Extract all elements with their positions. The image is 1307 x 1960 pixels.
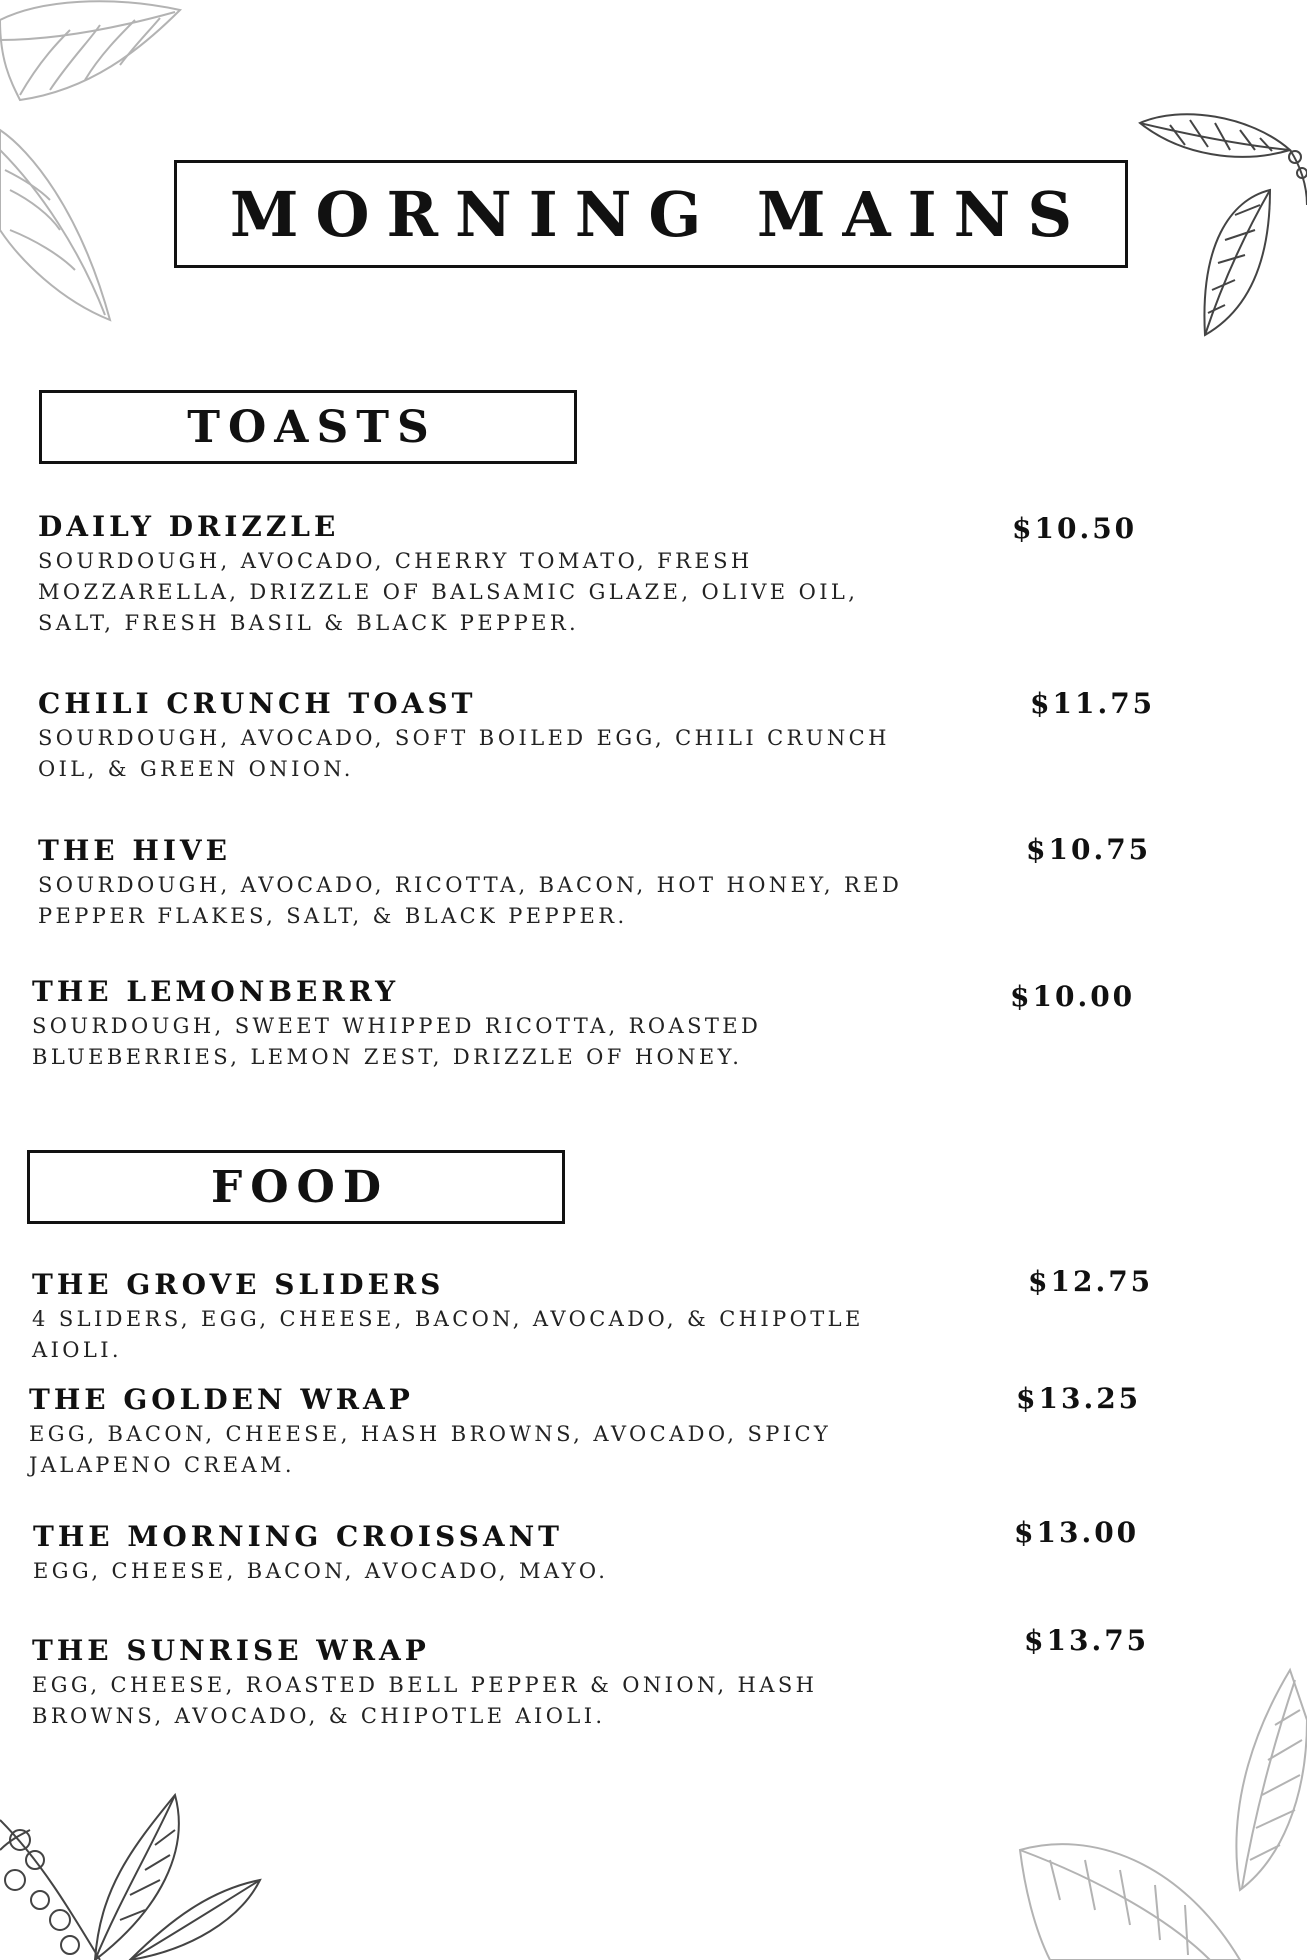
coffee-branch-icon (1130, 105, 1307, 350)
item-description: 4 SLIDERS, EGG, CHEESE, BACON, AVOCADO, & CHIPOTLE AIOLI. (32, 1307, 864, 1362)
section-header-food (27, 1150, 565, 1224)
item-name: THE SUNRISE WRAP (32, 1634, 430, 1667)
item-price: $10.50 (1012, 512, 1138, 545)
item-name: THE GROVE SLIDERS (32, 1268, 445, 1301)
section-header-toasts (39, 390, 577, 464)
page-title: MORNING MAINS (229, 177, 1090, 251)
menu-item (38, 687, 918, 785)
menu-item (32, 1634, 912, 1732)
menu-item (33, 1520, 913, 1587)
item-description: SOURDOUGH, SWEET WHIPPED RICOTTA, ROASTED BLUEBERRIES, LEMON ZEST, DRIZZLE OF HONEY. (32, 1014, 762, 1069)
section-title: FOOD (210, 1161, 390, 1213)
item-description: EGG, CHEESE, ROASTED BELL PEPPER & ONION, HASH BROWNS, AVOCADO, & CHIPOTLE AIOLI. (32, 1673, 818, 1728)
item-price: $10.00 (1010, 980, 1136, 1013)
menu-item (32, 975, 932, 1073)
item-name: THE HIVE (38, 834, 231, 867)
item-name: DAILY DRIZZLE (38, 510, 340, 543)
coffee-branch-icon (0, 1770, 270, 1960)
item-name: THE LEMONBERRY (32, 975, 400, 1008)
menu-item (38, 834, 938, 932)
item-description: SOURDOUGH, AVOCADO, CHERRY TOMATO, FRESH MOZZARELLA, DRIZZLE OF BALSAMIC GLAZE, OLIVE OIL, SALT, FRESH BASIL & BLACK PEPPER. (38, 549, 859, 635)
section-title: TOASTS (187, 401, 437, 453)
menu-item (29, 1383, 909, 1481)
item-description: SOURDOUGH, AVOCADO, RICOTTA, BACON, HOT HONEY, RED PEPPER FLAKES, SALT, & BLACK PEPPER. (38, 873, 903, 928)
item-description: SOURDOUGH, AVOCADO, SOFT BOILED EGG, CHILI CRUNCH OIL, & GREEN ONION. (38, 726, 890, 781)
title-box (174, 160, 1128, 268)
leaf-icon (1010, 1660, 1307, 1960)
item-description: EGG, BACON, CHEESE, HASH BROWNS, AVOCADO, SPICY JALAPENO CREAM. (29, 1422, 832, 1477)
menu-item (38, 510, 918, 639)
leaf-icon (0, 0, 190, 340)
item-name: THE MORNING CROISSANT (33, 1520, 564, 1553)
item-description: EGG, CHEESE, BACON, AVOCADO, MAYO. (33, 1559, 609, 1583)
item-price: $11.75 (1030, 687, 1156, 720)
item-name: THE GOLDEN WRAP (29, 1383, 414, 1416)
menu-item (32, 1268, 912, 1366)
item-price: $10.75 (1026, 833, 1152, 866)
item-price: $13.25 (1016, 1382, 1142, 1415)
item-price: $13.00 (1014, 1516, 1140, 1549)
item-price: $12.75 (1028, 1265, 1154, 1298)
item-price: $13.75 (1024, 1624, 1150, 1657)
item-name: CHILI CRUNCH TOAST (38, 687, 477, 720)
